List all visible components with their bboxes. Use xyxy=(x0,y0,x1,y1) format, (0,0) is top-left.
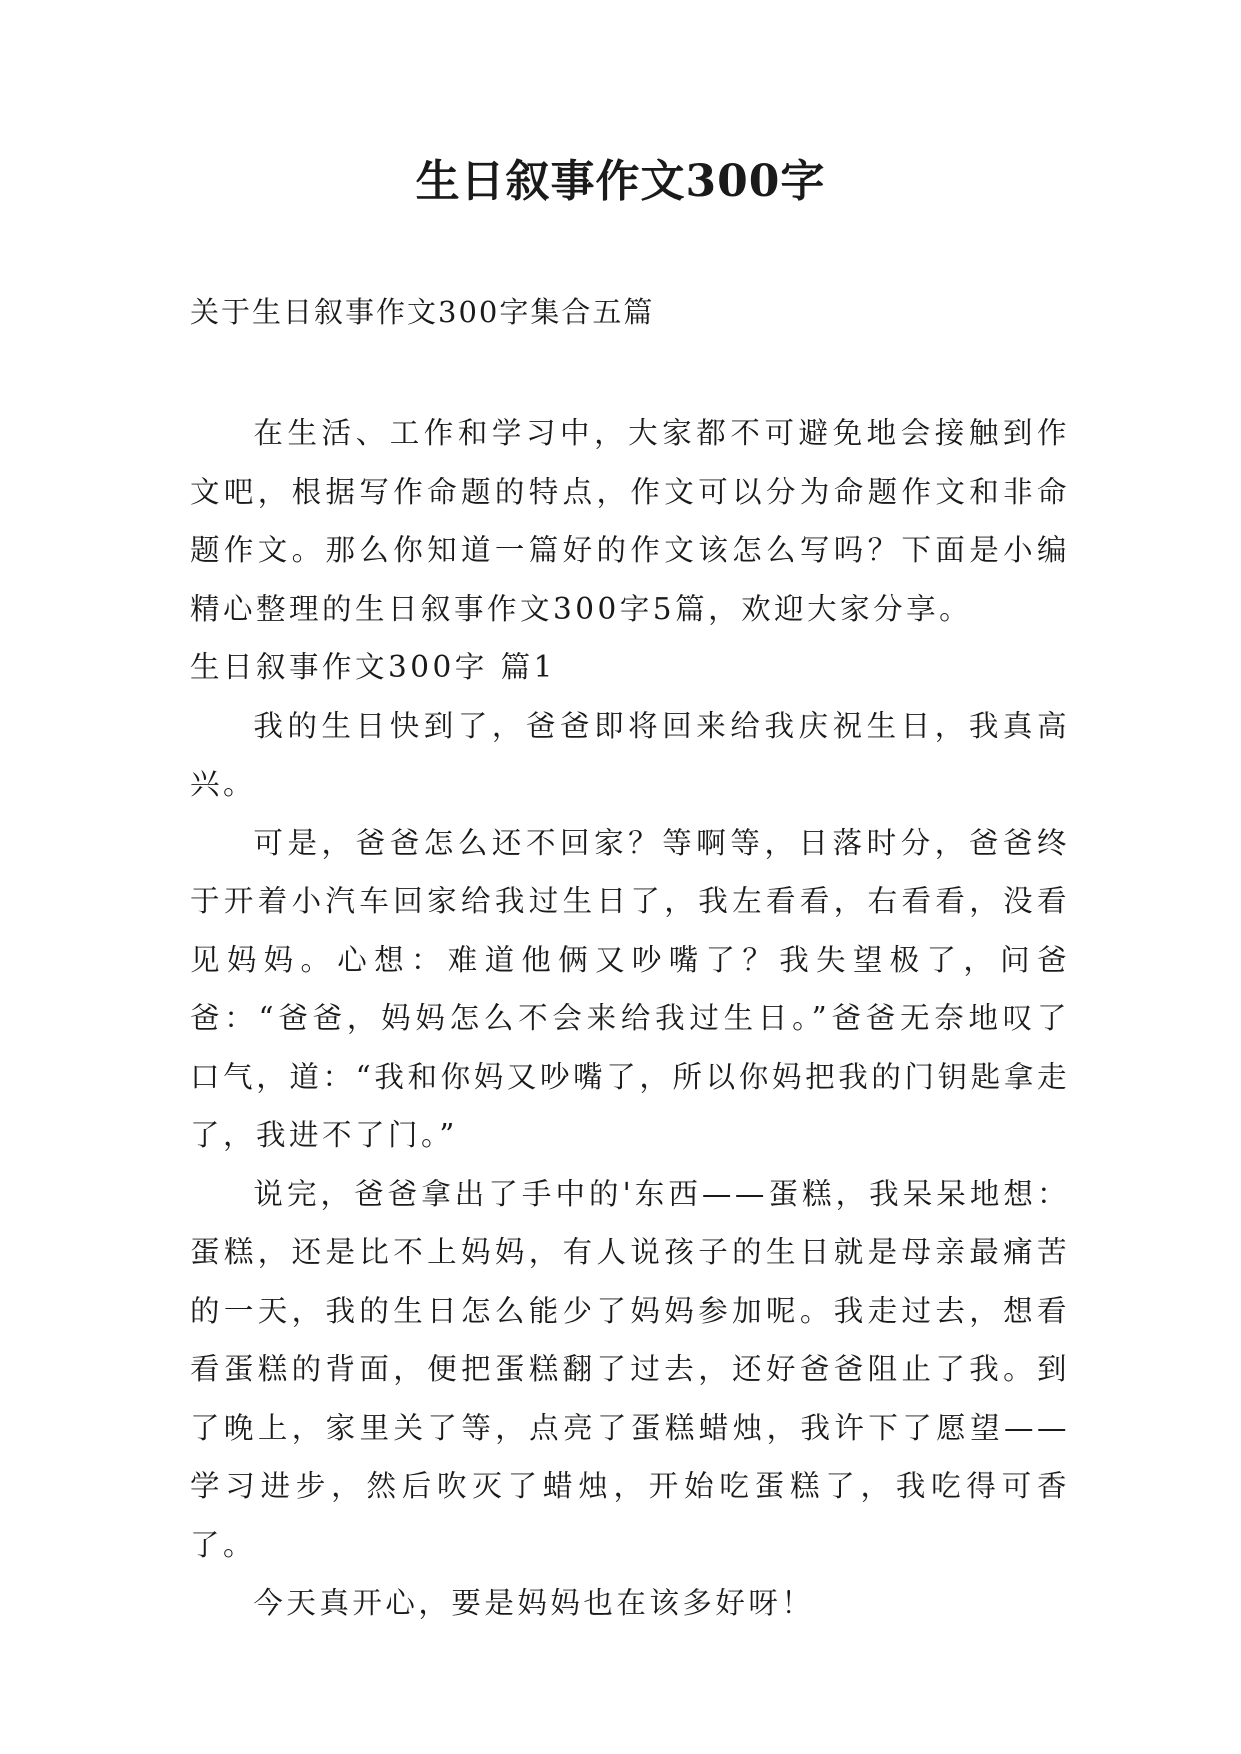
body-paragraph-3: 说完，爸爸拿出了手中的'东西——蛋糕，我呆呆地想：蛋糕，还是比不上妈妈，有人说孩子的生日就是母亲最痛苦的一天，我的生日怎么能少了妈妈参加呢。我走过去，想看看蛋糕的背面，便把蛋糕翻了过去，还好爸爸阻止了我。到了晚上，家里关了等，点亮了蛋糕蜡烛，我许下了愿望——学习进步，然后吹灭了蜡烛，开始吃蛋糕了，我吃得可香了。 xyxy=(190,1176,1070,1562)
body-paragraph-2: 可是，爸爸怎么还不回家？等啊等，日落时分，爸爸终于开着小汽车回家给我过生日了，我左看看，右看看，没看见妈妈。心想：难道他俩又吵嘴了？我失望极了，问爸爸：“爸爸，妈妈怎么不会来给我过生日。”爸爸无奈地叹了口气，道：“我和你妈又吵嘴了，所以你妈把我的门钥匙拿走了，我进不了门。” xyxy=(190,825,1070,1152)
body-paragraph-1: 我的生日快到了，爸爸即将回来给我庆祝生日，我真高兴。 xyxy=(190,708,1070,801)
document-body xyxy=(190,404,1070,1633)
document-subtitle: 关于生日叙事作文300字集合五篇 xyxy=(190,295,655,329)
section-heading: 生日叙事作文300字 篇1 xyxy=(190,650,556,684)
document-title: 生日叙事作文300字 xyxy=(415,156,826,207)
intro-paragraph: 在生活、工作和学习中，大家都不可避免地会接触到作文吧，根据写作命题的特点，作文可以分为命题作文和非命题作文。那么你知道一篇好的作文该怎么写吗？下面是小编精心整理的生日叙事作文300字5篇，欢迎大家分享。 xyxy=(190,416,1070,626)
body-paragraph-4: 今天真开心，要是妈妈也在该多好呀！ xyxy=(253,1586,815,1620)
